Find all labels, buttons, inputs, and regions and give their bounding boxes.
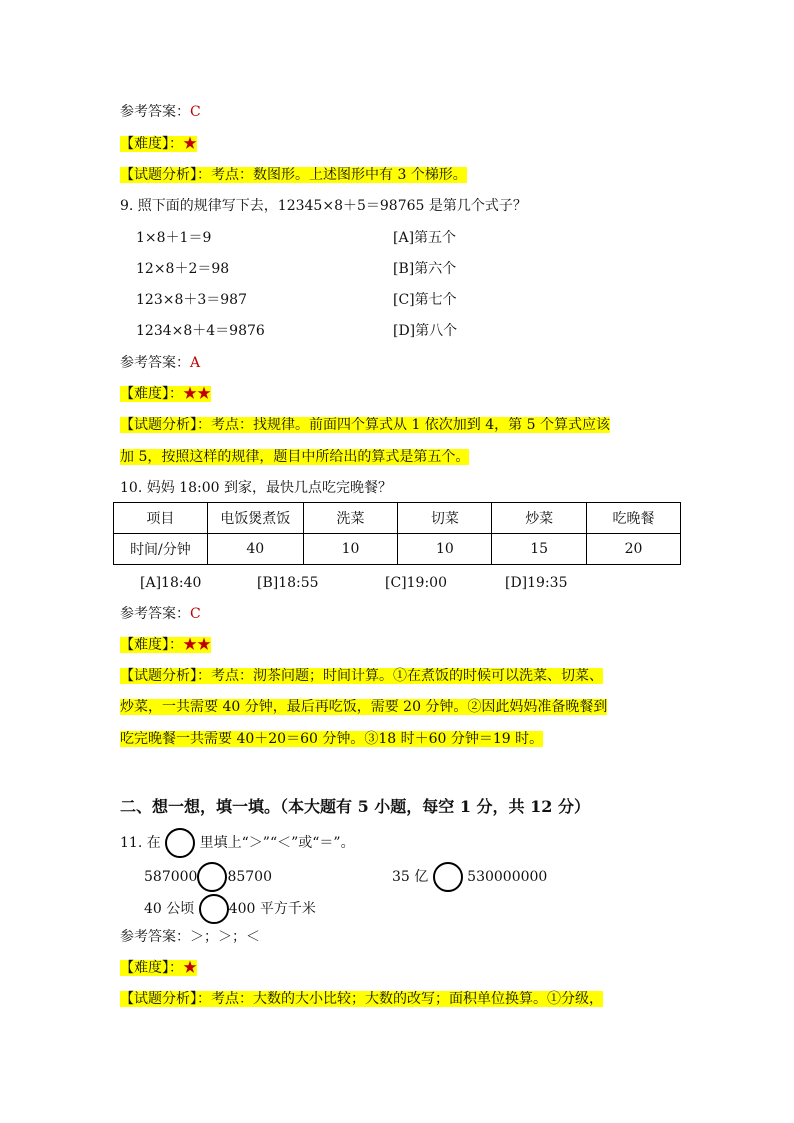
blank-circle [165,828,195,858]
answer-label: 参考答案： [120,355,190,371]
difficulty-label: 【难度】： [120,960,183,976]
option-d: [D]19:35 [505,575,568,591]
q9-difficulty [120,383,211,405]
option-b: [B]第六个 [393,261,457,277]
answer-label: 参考答案： [120,929,190,945]
q10-analysis-line2 [120,696,607,718]
option-b: [B]18:55 [257,575,319,591]
option-c: [C]19:00 [385,575,447,591]
analysis-label: 【试题分析】： [120,417,211,433]
q8-difficulty [120,133,197,155]
analysis-label: 【试题分析】： [120,668,211,684]
option-a: [A]第五个 [393,230,457,246]
table-cell: 吃晚餐 [587,503,681,534]
blank-circle [197,862,227,892]
difficulty-label: 【难度】： [120,386,183,402]
answer-value: C [190,104,201,120]
table-cell: 洗菜 [303,503,398,534]
compare-item-2 [392,862,547,892]
table-cell: 时间/分钟 [114,534,208,565]
q11-difficulty [120,957,197,979]
q8-analysis [120,164,467,186]
q8-answer [120,101,201,123]
q9-analysis-line2 [120,446,469,468]
q10-difficulty [120,634,211,656]
compare-item-1 [144,862,272,892]
option-d: [D]第八个 [393,323,458,339]
q10-analysis-line3 [120,728,543,750]
table-cell: 项目 [114,503,208,534]
q11-suffix: 里填上“＞”“＜”或“＝”。 [199,835,355,851]
q9-analysis-line1 [120,414,610,436]
table-row [114,534,681,565]
star-icon: ★★ [183,637,211,653]
compare-right: 400 平方千米 [228,901,316,917]
formula-2: 12×8＋2＝98 [136,261,230,277]
q11-answer [120,926,260,948]
option-a: [A]18:40 [140,575,202,591]
formula-4: 1234×8＋4＝9876 [136,323,265,339]
difficulty-label: 【难度】： [120,136,183,152]
q11-prefix: 11. 在 [120,835,161,851]
formula-1: 1×8＋1＝9 [136,230,212,246]
analysis-text: 考点：沏茶问题；时间计算。①在煮饭的时候可以洗菜、切菜、 [211,668,603,684]
answer-value: A [190,355,201,371]
answer-value: C [190,606,201,622]
answer-label: 参考答案： [120,606,190,622]
table-cell: 电饭煲煮饭 [207,503,303,534]
table-cell: 15 [492,534,587,565]
compare-left: 35 亿 [392,869,429,885]
section-title: 二、想一想，填一填。（本大题有 5 小题，每空 1 分，共 12 分） [120,797,590,816]
compare-right: 530000000 [467,869,548,885]
compare-left: 40 公顷 [144,901,195,917]
formula-3: 123×8＋3＝987 [136,292,247,308]
star-icon: ★ [183,136,197,152]
q9-question: 9. 照下面的规律写下去，12345×8＋5＝98765 是第几个式子？ [120,198,527,214]
table-cell: 炒菜 [492,503,587,534]
compare-item-3 [144,894,316,924]
time-table [113,502,681,565]
blank-circle [433,862,463,892]
q11-question [120,828,355,858]
table-cell: 20 [587,534,681,565]
analysis-text: 考点：数图形。上述图形中有 3 个梯形。 [211,167,467,183]
star-icon: ★★ [183,386,211,402]
analysis-label: 【试题分析】： [120,991,211,1007]
table-row [114,503,681,534]
q10-analysis-line1 [120,665,603,687]
analysis-text: 炒菜，一共需要 40 分钟，最后再吃饭，需要 20 分钟。②因此妈妈准备晚餐到 [120,699,608,715]
answer-value: ＞；＞；＜ [190,929,260,945]
star-icon: ★ [183,960,197,976]
compare-left: 587000 [144,869,198,885]
answer-label: 参考答案： [120,104,190,120]
table-cell: 10 [398,534,492,565]
compare-right: 85700 [227,869,272,885]
analysis-text: 加 5，按照这样的规律，题目中所给出的算式是第五个。 [120,449,470,465]
q10-question: 10. 妈妈 18:00 到家，最快几点吃完晚餐？ [120,480,392,496]
q10-answer [120,603,201,625]
table-cell: 切菜 [398,503,492,534]
blank-circle [199,894,229,924]
difficulty-label: 【难度】： [120,637,183,653]
option-c: [C]第七个 [393,292,457,308]
analysis-text: 考点：找规律。前面四个算式从 1 依次加到 4，第 5 个算式应该 [211,417,610,433]
analysis-text: 考点：大数的大小比较；大数的改写；面积单位换算。①分级， [211,991,603,1007]
q9-answer [120,352,200,374]
table-cell: 40 [207,534,303,565]
table-cell: 10 [303,534,398,565]
analysis-text: 吃完晚餐一共需要 40＋20＝60 分钟。③18 时＋60 分钟＝19 时。 [120,731,544,747]
analysis-label: 【试题分析】： [120,167,211,183]
q11-analysis [120,988,603,1010]
